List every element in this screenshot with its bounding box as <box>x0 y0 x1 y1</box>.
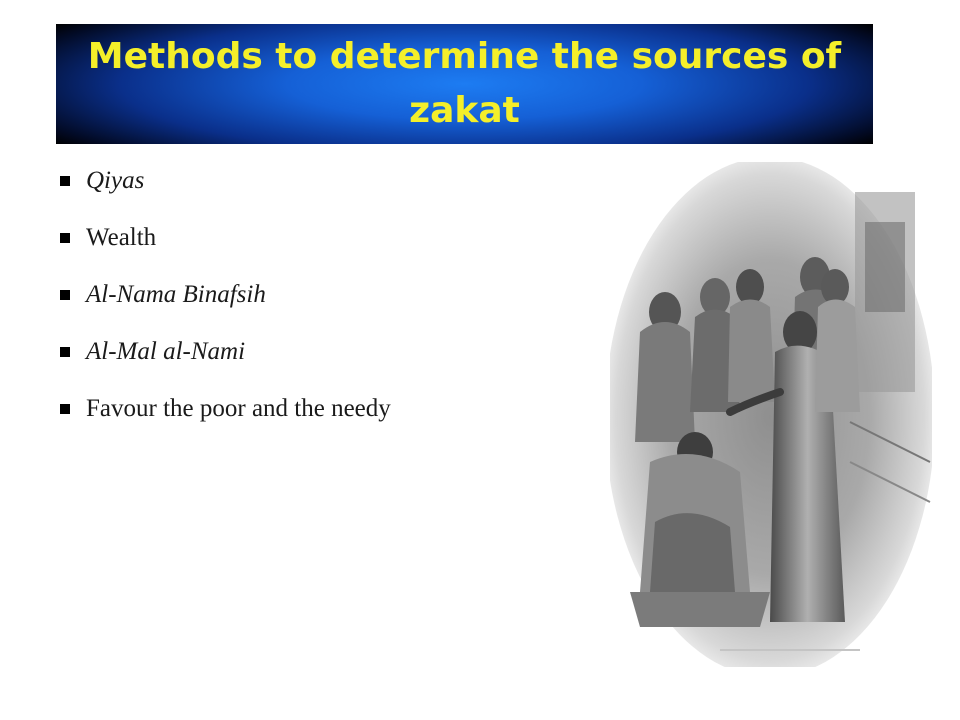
bullet-text: Wealth <box>86 223 157 251</box>
bullet-item <box>60 209 391 266</box>
bullet-text: Favour the poor and the needy <box>86 394 391 422</box>
bullet-text: Al-Mal al-Nami <box>86 337 246 365</box>
bullet-text: Al-Nama Binafsih <box>86 280 266 308</box>
bullet-item <box>60 323 391 380</box>
slide-title: Methods to determine the sources of zakat <box>87 36 842 131</box>
square-bullet-icon <box>60 404 70 414</box>
bullet-text: Qiyas <box>86 166 145 194</box>
title-banner <box>56 24 873 144</box>
bullet-item <box>60 152 391 209</box>
bullet-list <box>60 152 391 437</box>
square-bullet-icon <box>60 176 70 186</box>
square-bullet-icon <box>60 347 70 357</box>
bullet-item <box>60 380 391 437</box>
bullet-item <box>60 266 391 323</box>
square-bullet-icon <box>60 290 70 300</box>
square-bullet-icon <box>60 233 70 243</box>
engraving-alms-giving-illustration <box>610 162 932 667</box>
